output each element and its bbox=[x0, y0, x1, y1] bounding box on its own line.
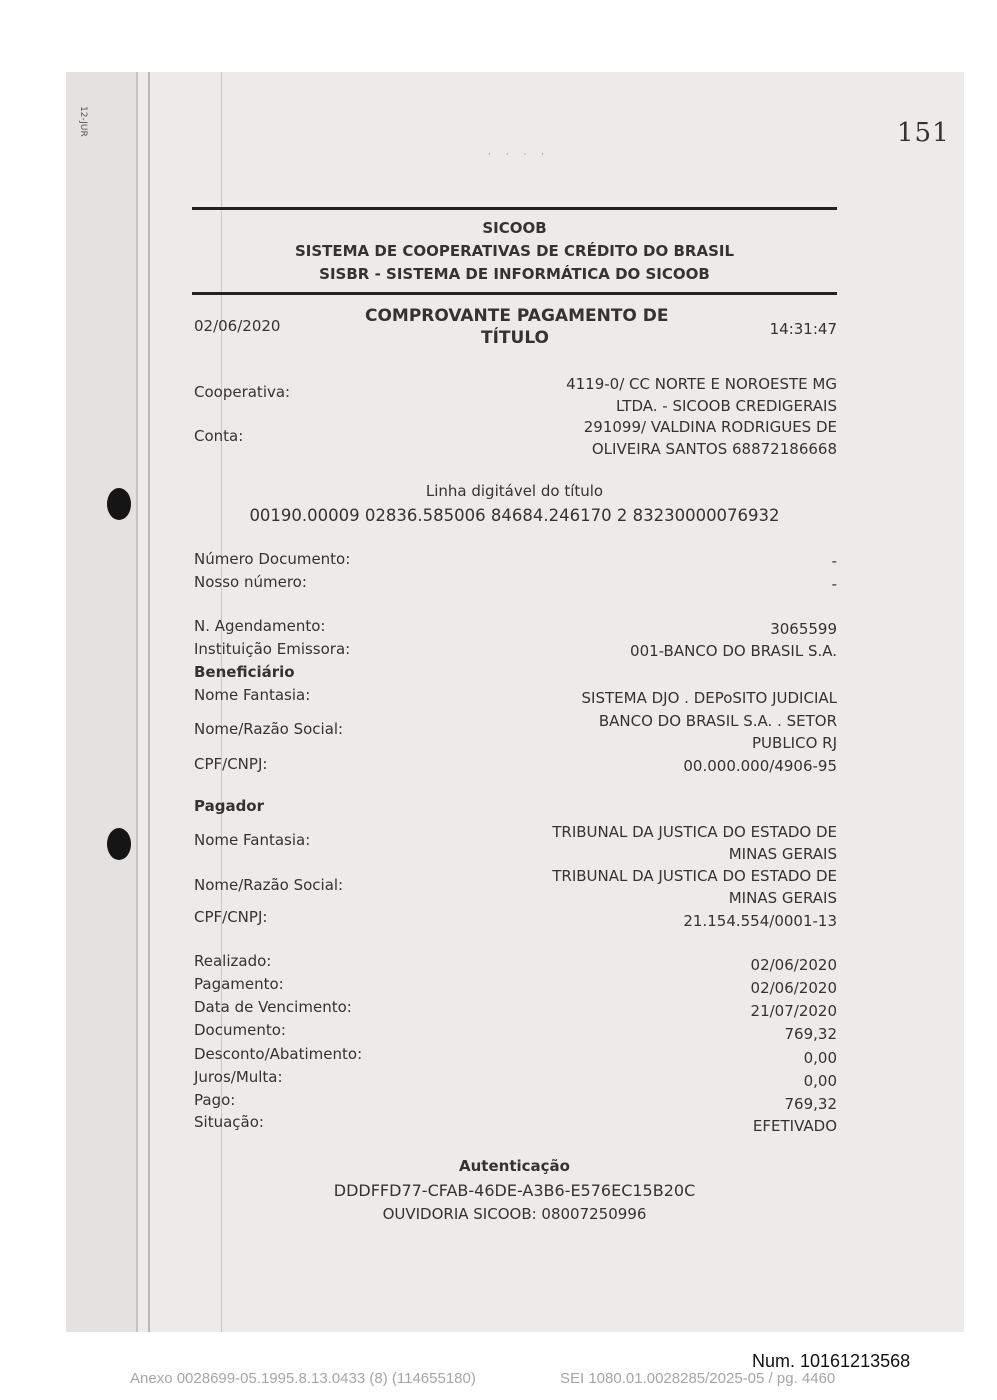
margin-stamp: 12-JUR bbox=[78, 106, 88, 137]
pagador-fantasia-label: Nome Fantasia: bbox=[194, 831, 311, 849]
header-line-3: SISBR - SISTEMA DE INFORMÁTICA DO SICOOB bbox=[319, 265, 710, 283]
pagador-cnpj-label: CPF/CNPJ: bbox=[194, 908, 268, 926]
beneficiario-razao-label: Nome/Razão Social: bbox=[194, 720, 344, 738]
conta-value-2: OLIVEIRA SANTOS 68872186668 bbox=[591, 440, 837, 458]
receipt-time: 14:31:47 bbox=[769, 320, 837, 338]
beneficiario-razao-value-2: PUBLICO RJ bbox=[752, 734, 837, 752]
cooperativa-value-2: LTDA. - SICOOB CREDIGERAIS bbox=[615, 397, 837, 415]
beneficiario-heading: Beneficiário bbox=[194, 663, 295, 681]
header-line-1: SICOOB bbox=[482, 219, 547, 237]
juros-label: Juros/Multa: bbox=[194, 1068, 283, 1086]
situacao-label: Situação: bbox=[194, 1113, 264, 1131]
barcode-label: Linha digitável do título bbox=[425, 482, 604, 500]
pagador-fantasia-value-1: TRIBUNAL DA JUSTICA DO ESTADO DE bbox=[552, 823, 837, 841]
header-line-2: SISTEMA DE COOPERATIVAS DE CRÉDITO DO BRASIL bbox=[294, 242, 735, 260]
pagamento-value: 02/06/2020 bbox=[750, 979, 837, 997]
beneficiario-fantasia-label: Nome Fantasia: bbox=[194, 686, 311, 704]
scan-specks: · · · · bbox=[488, 150, 551, 160]
vencimento-value: 21/07/2020 bbox=[750, 1002, 837, 1020]
pagador-cnpj-value: 21.154.554/0001-13 bbox=[683, 912, 837, 930]
desconto-value: 0,00 bbox=[803, 1049, 837, 1067]
pagador-razao-label: Nome/Razão Social: bbox=[194, 876, 344, 894]
handwritten-page-number: 151 bbox=[897, 118, 950, 148]
documento-value: 769,32 bbox=[784, 1025, 837, 1043]
autenticacao-heading: Autenticação bbox=[459, 1157, 570, 1175]
beneficiario-cnpj-value: 00.000.000/4906-95 bbox=[683, 757, 837, 775]
numero-documento-value: - bbox=[831, 552, 837, 570]
pagamento-label: Pagamento: bbox=[194, 975, 284, 993]
instituicao-label: Instituição Emissora: bbox=[194, 640, 351, 658]
binding-line bbox=[136, 72, 138, 1332]
pago-value: 769,32 bbox=[784, 1095, 837, 1113]
agendamento-value: 3065599 bbox=[770, 620, 837, 638]
punch-hole bbox=[107, 828, 131, 860]
document-number: Num. 10161213568 bbox=[752, 1351, 911, 1371]
pago-label: Pago: bbox=[194, 1091, 236, 1109]
nosso-numero-label: Nosso número: bbox=[194, 573, 307, 591]
desconto-label: Desconto/Abatimento: bbox=[194, 1045, 363, 1063]
cooperativa-value-1: 4119-0/ CC NORTE E NOROESTE MG bbox=[566, 375, 837, 393]
ouvidoria-text: OUVIDORIA SICOOB: 08007250996 bbox=[382, 1205, 647, 1223]
numero-documento-label: Número Documento: bbox=[194, 550, 351, 568]
header-top-rule bbox=[192, 207, 837, 210]
documento-label: Documento: bbox=[194, 1021, 286, 1039]
punch-hole bbox=[107, 488, 131, 520]
vencimento-label: Data de Vencimento: bbox=[194, 998, 352, 1016]
receipt-title-2: TÍTULO bbox=[481, 328, 549, 348]
receipt-date: 02/06/2020 bbox=[194, 317, 281, 335]
conta-label: Conta: bbox=[194, 427, 244, 445]
juros-value: 0,00 bbox=[803, 1072, 837, 1090]
instituicao-value: 001-BANCO DO BRASIL S.A. bbox=[630, 642, 837, 660]
autenticacao-code: DDDFFD77-CFAB-46DE-A3B6-E576EC15B20C bbox=[333, 1181, 696, 1200]
conta-value-1: 291099/ VALDINA RODRIGUES DE bbox=[583, 418, 837, 436]
receipt-title-1: COMPROVANTE PAGAMENTO DE bbox=[365, 306, 669, 326]
pagador-fantasia-value-2: MINAS GERAIS bbox=[728, 845, 837, 863]
agendamento-label: N. Agendamento: bbox=[194, 617, 326, 635]
beneficiario-cnpj-label: CPF/CNPJ: bbox=[194, 755, 268, 773]
situacao-value: EFETIVADO bbox=[752, 1117, 837, 1135]
pagador-razao-value-1: TRIBUNAL DA JUSTICA DO ESTADO DE bbox=[552, 867, 837, 885]
beneficiario-razao-value-1: BANCO DO BRASIL S.A. . SETOR bbox=[598, 712, 837, 730]
pagador-heading: Pagador bbox=[194, 797, 265, 815]
pagador-razao-value-2: MINAS GERAIS bbox=[728, 889, 837, 907]
realizado-label: Realizado: bbox=[194, 952, 272, 970]
realizado-value: 02/06/2020 bbox=[750, 956, 837, 974]
sei-reference: SEI 1080.01.0028285/2025-05 / pg. 4460 bbox=[560, 1370, 836, 1387]
binding-line bbox=[148, 72, 150, 1332]
header-bottom-rule bbox=[192, 292, 837, 295]
nosso-numero-value: - bbox=[831, 575, 837, 593]
cooperativa-label: Cooperativa: bbox=[194, 383, 291, 401]
barcode-value: 00190.00009 02836.585006 84684.246170 2 83230000076932 bbox=[249, 506, 780, 525]
annex-reference: Anexo 0028699-05.1995.8.13.0433 (8) (114655180) bbox=[130, 1370, 476, 1387]
binding-strip bbox=[66, 72, 136, 1332]
beneficiario-fantasia-value: SISTEMA DJO . DEPoSITO JUDICIAL bbox=[581, 689, 837, 707]
